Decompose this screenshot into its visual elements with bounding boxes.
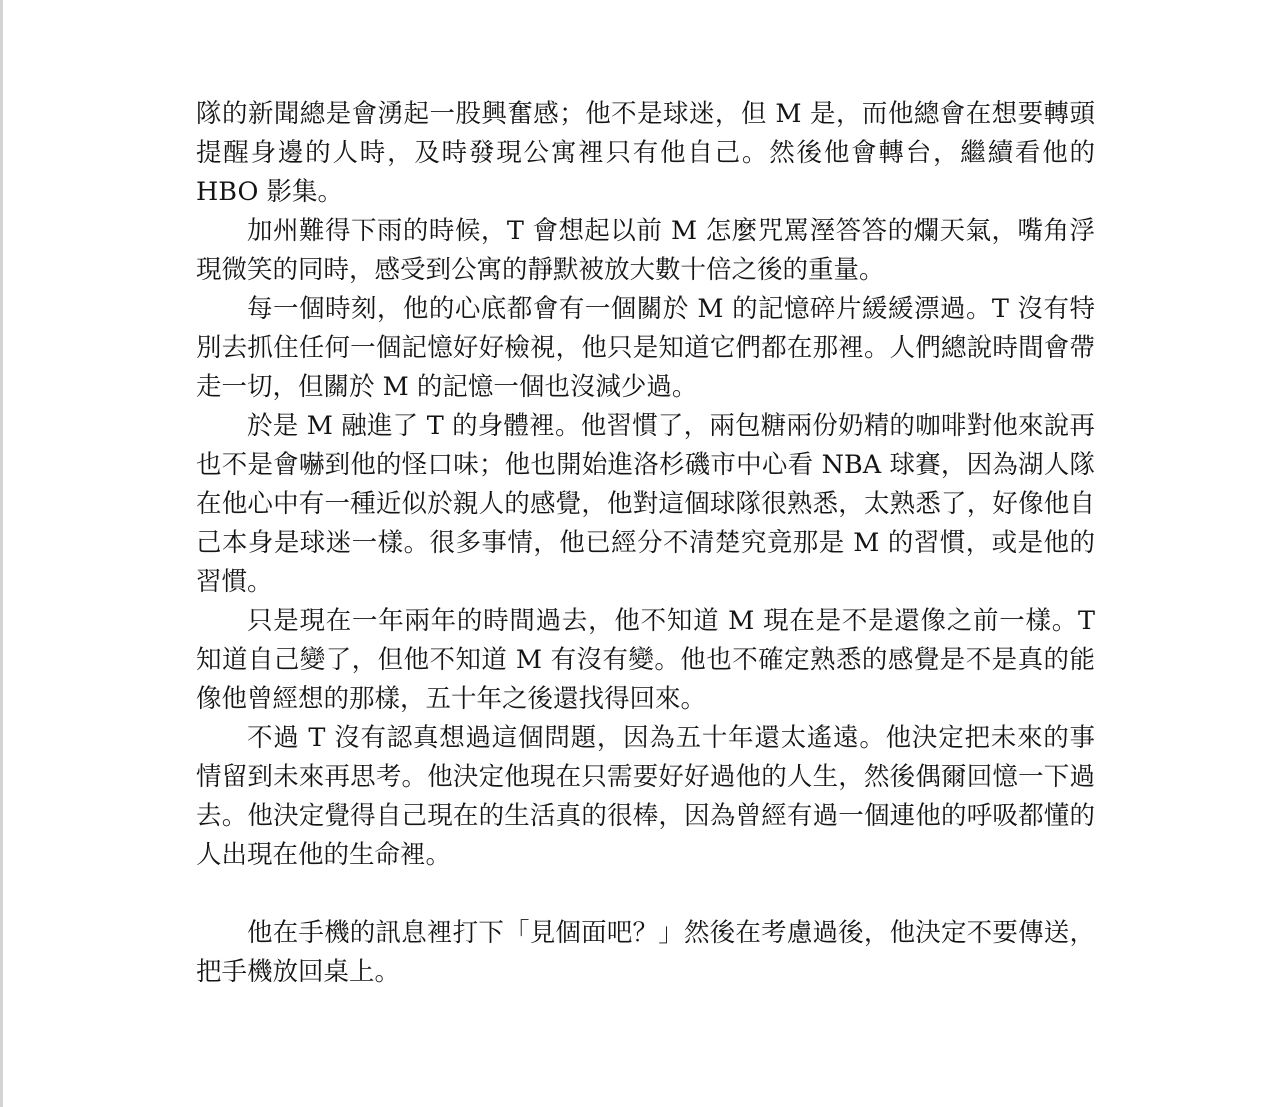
document-page: [196, 95, 1095, 992]
paragraph-final: 他在手機的訊息裡打下「見個面吧？」然後在考慮過後，他決定不要傳送，把手機放回桌上。: [196, 918, 1095, 987]
paragraph-continued: 隊的新聞總是會湧起一股興奮感；他不是球迷，但 M 是，而他總會在想要轉頭提醒身邊的人時，及時發現公寓裡只有他自己。然後他會轉台，繼續看他的 HBO 影集。: [196, 99, 1095, 207]
page-edge-divider: [0, 0, 3, 1107]
paragraph: 於是 M 融進了 T 的身體裡。他習慣了，兩包糖兩份奶精的咖啡對他來說再也不是會嚇到他的怪口味；他也開始進洛杉磯市中心看 NBA 球賽，因為湖人隊在他心中有一種近似於親人的感覺，他對這個球隊很熟悉，太熟悉了，好像他自己本身是球迷一樣。很多事情，他已經分不清楚究竟那是 M 的習慣，或是他的習慣。: [196, 411, 1095, 597]
section-break: [196, 875, 1095, 914]
paragraph: 不過 T 沒有認真想過這個問題，因為五十年還太遙遠。他決定把未來的事情留到未來再思考。他決定他現在只需要好好過他的人生，然後偶爾回憶一下過去。他決定覺得自己現在的生活真的很棒，因為曾經有過一個連他的呼吸都懂的人出現在他的生命裡。: [196, 723, 1095, 870]
paragraph: 每一個時刻，他的心底都會有一個關於 M 的記憶碎片緩緩漂過。T 沒有特別去抓住任何一個記憶好好檢視，他只是知道它們都在那裡。人們總說時間會帶走一切，但關於 M 的記憶一個也沒減少過。: [196, 294, 1095, 402]
paragraph: 只是現在一年兩年的時間過去，他不知道 M 現在是不是還像之前一樣。T 知道自己變了，但他不知道 M 有沒有變。他也不確定熟悉的感覺是不是真的能像他曾經想的那樣，五十年之後還找得回來。: [196, 606, 1095, 714]
paragraph: 加州難得下雨的時候，T 會想起以前 M 怎麼咒罵溼答答的爛天氣，嘴角浮現微笑的同時，感受到公寓的靜默被放大數十倍之後的重量。: [196, 216, 1095, 285]
